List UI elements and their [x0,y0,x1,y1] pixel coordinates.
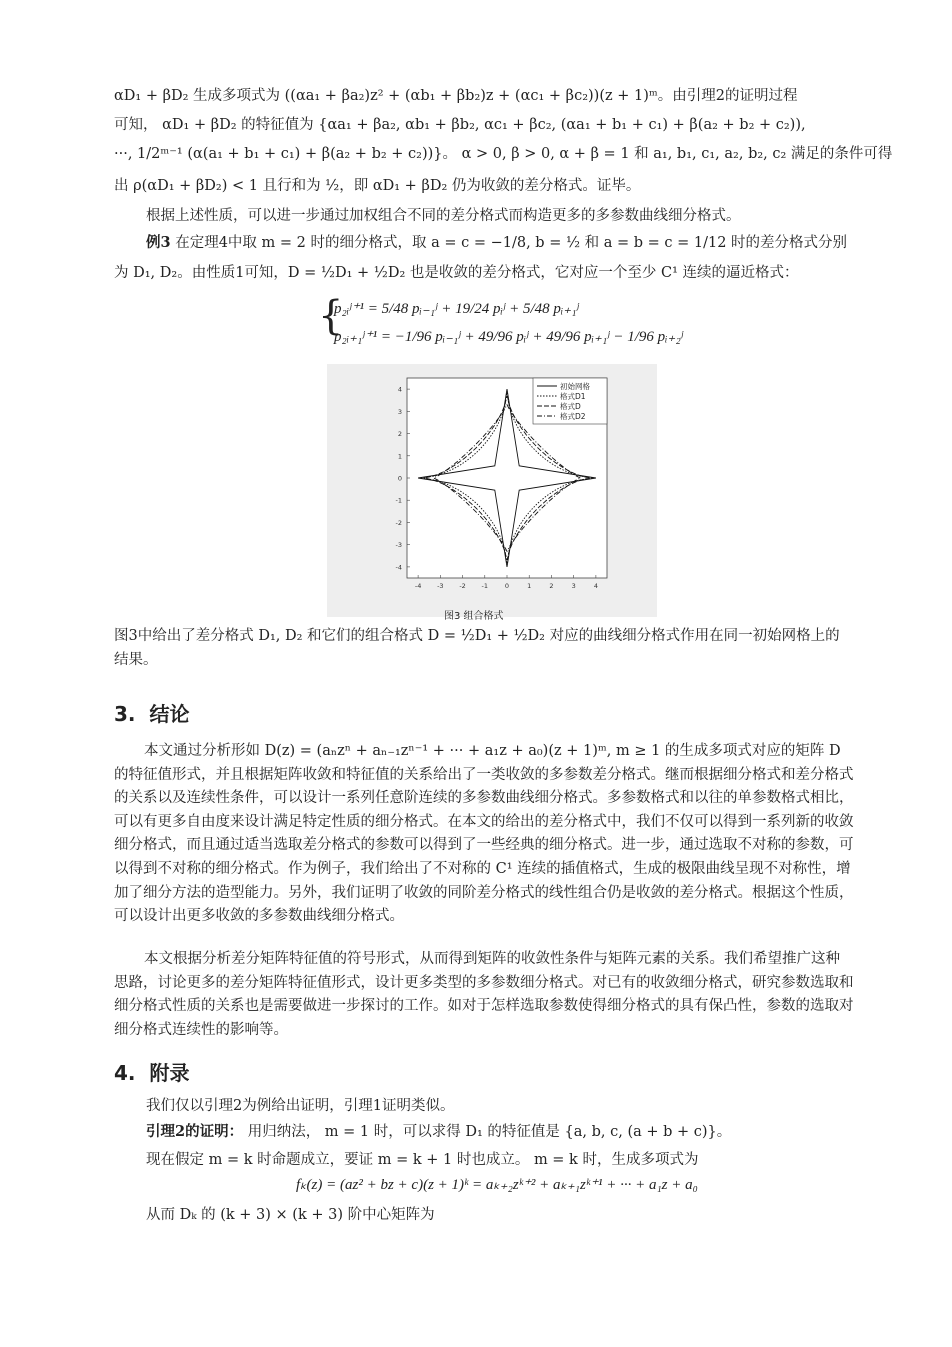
equation-2: p₂ᵢ₊₁ʲ⁺¹ = −1/96 pᵢ₋₁ʲ + 49/96 pᵢʲ + 49/96 pᵢ₊₁ʲ − 1/96 pᵢ₊₂ʲ [334,329,684,345]
text-line-1: αD₁ + βD₂ 生成多项式为 ((αa₁ + βa₂)z² + (αb₁ + βb₂)z + (αc₁ + βc₂))(z + 1)ᵐ。由引理2的证明过程 [114,88,798,104]
figure-discussion: 图3中给出了差分格式 D₁, D₂ 和它们的组合格式 D = ½D₁ + ½D₂ 对应的曲线细分格式作用在同一初始网格上的结果。 [114,628,840,668]
appendix-line-3: 现在假定 m = k 时命题成立，要证 m = k + 1 时也成立。 m = k 时，生成多项式为 [146,1152,699,1168]
section-3-number: 3. [114,702,136,726]
x-tick-label: -2 [459,582,466,590]
equation-brace: { [318,293,344,339]
y-tick-label: -4 [395,563,402,572]
example-3-line [146,233,847,253]
conclusion-paragraph-1: 本文通过分析形如 D(z) = (aₙzⁿ + aₙ₋₁zⁿ⁻¹ + ··· + a₁z + a₀)(z + 1)ᵐ, m ≥ 1 的生成多项式对应的矩阵 D 的特征值形式，并且根据矩阵收敛和特征值的关系给出了一类收敛的多参数差分格式。继而根据细分格式和差分格式的关系以及连续性条件，可以设计一系列任意阶连续的多参数曲线细分格式。多参数格式和以往的单参数格式相比，可以有更多自由度来设计满足特定性质的细分格式。在本文的给出的差分格式中，我们不仅可以得到一系列新的收敛细分格式，而且通过适当选取差分格式的参数可以得到了一些经典的细分格式。进一步，通过选取不对称的参数，可以得到不对称的细分格式。作为例子，我们给出了不对称的 C¹ 连续的插值格式，生成的极限曲线呈现不对称性，增加了细分方法的造型能力。另外，我们证明了收敛的同阶差分格式的线性组合仍是收敛的差分格式。根据这个性质，可以设计出更多收敛的多参数曲线细分格式。 [114,743,854,925]
section-3-heading [114,698,190,727]
x-tick-label: 1 [527,582,532,590]
x-tick-label: 0 [504,582,510,590]
y-tick-label: 4 [397,385,402,394]
figure-caption: 图3 组合格式 [444,611,504,622]
section-4-heading [114,1057,190,1086]
text-line-3: ···, 1/2ᵐ⁻¹ (α(a₁ + b₁ + c₁) + β(a₂ + b₂ + c₂))}。 α > 0, β > 0, α + β = 1 和 a₁, b₁, c₁, a₂, b₂, c₂ 满足的条件可得 [114,146,893,162]
figure-plot [327,364,657,617]
section-3-title: 结论 [149,702,190,726]
y-tick-label: 2 [397,430,402,439]
x-tick-label: 2 [549,582,554,590]
legend-label-initial: 初始网格 [560,382,590,391]
legend-label-d2: 格式D2 [560,412,586,421]
y-tick-label: -3 [395,541,402,550]
proof-text: 用归纳法， m = 1 时，可以求得 D₁ 的特征值是 {a, b, c, (a + b + c)}。 [243,1124,732,1140]
example-label: 例3 [146,234,171,251]
text-line-7: 为 D₁, D₂。由性质1可知，D = ½D₁ + ½D₂ 也是收敛的差分格式，它对应一个至少 C¹ 连续的逼近格式： [114,265,799,281]
appendix-line-4: 从而 Dₖ 的 (k + 3) × (k + 3) 阶中心矩阵为 [146,1207,435,1223]
text-line-4: 出 ρ(αD₁ + βD₂) < 1 且行和为 ½，即 αD₁ + βD₂ 仍为收敛的差分格式。证毕。 [114,178,641,194]
figure-3 [327,364,657,617]
y-tick-label: -1 [395,496,402,505]
legend [533,378,607,424]
x-tick-label: -1 [481,582,489,590]
proof-label: 引理2的证明： [146,1123,244,1140]
y-tick-label: -2 [395,518,402,527]
appendix-line-2 [146,1122,731,1142]
x-tick-label: 3 [571,582,576,590]
appendix-line-1: 我们仅以引理2为例给出证明，引理1证明类似。 [146,1098,455,1114]
text-line-2: 可知， αD₁ + βD₂ 的特征值为 {αa₁ + βa₂, αb₁ + βb₂, αc₁ + βc₂, (αa₁ + b₁ + c₁) + β(a₂ + b₂ + c₂)), [114,117,806,133]
x-tick-label: 4 [593,582,598,590]
y-tick-label: 1 [397,452,402,461]
text-line-5: 根据上述性质，可以进一步通过加权组合不同的差分格式而构造更多的多参数曲线细分格式。 [146,208,741,224]
section-4-title: 附录 [149,1061,190,1085]
x-tick-label: -3 [437,582,444,590]
y-tick-label: 0 [397,474,402,483]
x-tick-label: -4 [414,582,422,590]
legend-label-d: 格式D [560,402,581,411]
equation-1: p₂ᵢʲ⁺¹ = 5/48 pᵢ₋₁ʲ + 19/24 pᵢʲ + 5/48 pᵢ₊₁ʲ [334,301,579,317]
legend-label-d1: 格式D1 [560,392,586,401]
example-text: 在定理4中取 m = 2 时的细分格式，取 a = c = −1/8, b = ½ 和 a = b = c = 1/12 时的差分格式分别 [170,235,848,251]
appendix-equation: fₖ(z) = (az² + bz + c)(z + 1)ᵏ = aₖ₊₂zᵏ⁺² + aₖ₊₁zᵏ⁺¹ + ··· + a₁z + a₀ [296,1177,698,1193]
section-4-number: 4. [114,1061,136,1085]
y-tick-label: 3 [397,407,402,416]
conclusion-paragraph-2: 本文根据分析差分矩阵特征值的符号形式，从而得到矩阵的收敛性条件与矩阵元素的关系。我们希望推广这种思路，讨论更多的差分矩阵特征值形式，设计更多类型的多参数细分格式。对已有的收敛细分格式，研究参数选取和细分格式性质的关系也是需要做进一步探讨的工作。如对于怎样选取参数使得细分格式的具有保凸性，参数的选取对细分格式连续性的影响等。 [114,951,854,1038]
